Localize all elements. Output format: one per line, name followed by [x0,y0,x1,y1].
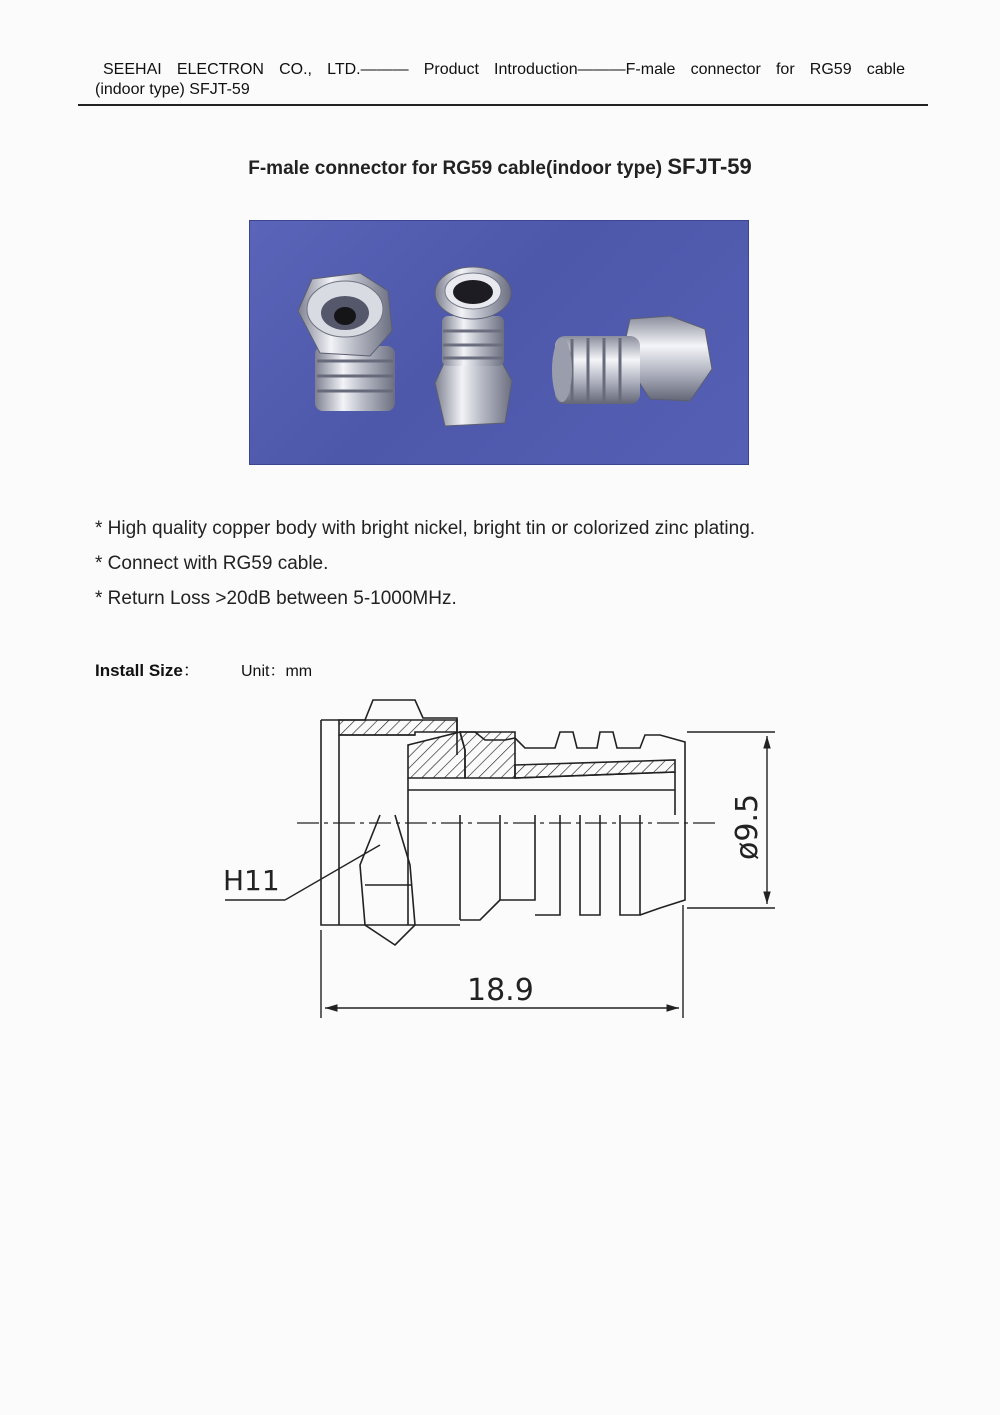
feature-item: * High quality copper body with bright nickel, bright tin or colorized zinc plating. [95,518,756,539]
header-line-1: SEEHAI ELECTRON CO., LTD.——— Product Introduction———F-male connector for RG59 cable [103,61,905,78]
connector-3 [552,316,712,404]
feature-item: * Return Loss >20dB between 5-1000MHz. [95,588,457,609]
install-size-heading [95,656,313,681]
install-size-colon: ： [182,661,200,680]
page-header [95,60,905,100]
hex-label: H11 [223,864,280,897]
feature-list [95,517,755,622]
install-size-label: Install Size [95,661,183,680]
product-photo [249,220,749,465]
length-label: 18.9 [467,973,534,1008]
connector-2 [435,267,512,426]
technical-drawing [215,690,795,1030]
product-title [0,154,1000,180]
diameter-label: ø9.5 [730,793,765,860]
header-line-2: (indoor type) SFJT-59 [95,81,250,98]
dimension-drawing-svg [215,690,795,1030]
connector-photo-illustration [250,221,749,465]
header-rule [78,104,928,106]
unit-label: Unit：mm [241,663,313,680]
product-title-text: F-male connector for RG59 cable(indoor type) [248,158,668,179]
product-model: SFJT-59 [667,154,752,179]
feature-item: * Connect with RG59 cable. [95,553,329,574]
connector-1 [298,273,395,411]
